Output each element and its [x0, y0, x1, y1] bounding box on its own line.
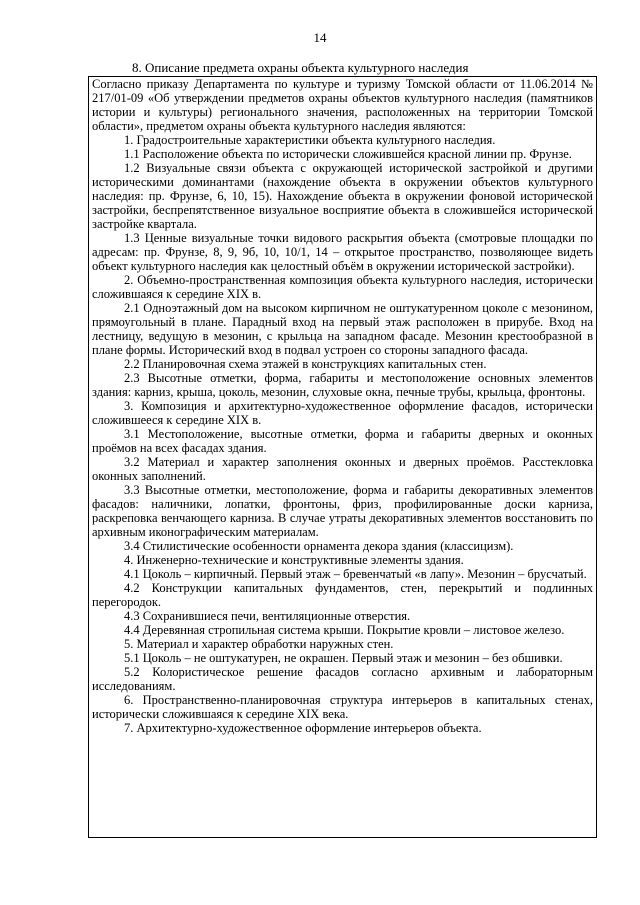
paragraph: 4.4 Деревянная стропильная система крыши. Покрытие кровли – листовое железо.	[124, 623, 565, 637]
paragraph: 5.2 Колористическое решение фасадов согласно архивным и лабораторным исследованиям.	[92, 665, 593, 693]
paragraph: 4.3 Сохранившиеся печи, вентиляционные отверстия.	[124, 609, 411, 623]
paragraph: 1.3 Ценные визуальные точки видового раскрытия объекта (смотровые площадки по адресам: пр. Фрунзе, 8, 9, 9б, 10, 10/1, 14 – открытое пространство, позволяющее видеть объект культурного наследия как целостный объём в окружении исторической застройки).	[92, 231, 593, 273]
paragraph: 2.2 Планировочная схема этажей в конструкциях капитальных стен.	[124, 357, 487, 371]
paragraph: 2.3 Высотные отметки, форма, габариты и местоположение основных элементов здания: карниз, крыша, цоколь, мезонин, слуховые окна, печные трубы, крыльца, фронтоны.	[92, 371, 593, 399]
paragraph: 3.2 Материал и характер заполнения оконных и дверных проёмов. Расстекловка оконных заполнений.	[92, 455, 593, 483]
paragraph: 1. Градостроительные характеристики объекта культурного наследия.	[124, 133, 496, 147]
paragraph: 5. Материал и характер обработки наружных стен.	[124, 637, 394, 651]
paragraph: 3.4 Стилистические особенности орнамента декора здания (классицизм).	[124, 539, 514, 553]
paragraph: 5.1 Цоколь – не оштукатурен, не окрашен. Первый этаж и мезонин – без обшивки.	[124, 651, 563, 665]
paragraph: 6. Пространственно-планировочная структура интерьеров в капитальных стенах, исторически сложившаяся к середине XIX века.	[92, 693, 593, 721]
paragraph: 3. Композиция и архитектурно-художественное оформление фасадов, исторически сложившееся к середине XIX в.	[92, 399, 593, 427]
section-title: 8. Описание предмета охраны объекта культурного наследия	[132, 60, 469, 75]
protection-subject-frame	[88, 76, 597, 838]
paragraph: 2. Объемно-пространственная композиция объекта культурного наследия, исторически сложившаяся к середине XIX в.	[92, 273, 593, 301]
paragraph: 7. Архитектурно-художественное оформление интерьеров объекта.	[124, 721, 482, 735]
page-number: 14	[313, 30, 327, 45]
paragraph: 4.1 Цоколь – кирпичный. Первый этаж – бревенчатый «в лапу». Мезонин – брусчатый.	[124, 567, 587, 581]
paragraph: 1.2 Визуальные связи объекта с окружающей исторической застройкой и другими историческими доминантами (нахождение объекта в окружении объектов культурного наследия: пр. Фрунзе, 6, 10, 15). Нахождение объекта в окружении фоновой исторической застройки, беспрепятственное визуальное восприятие объекта в сложившейся исторической застройке квартала.	[92, 161, 593, 231]
paragraph: Согласно приказу Департамента по культуре и туризму Томской области от 11.06.2014 № 217/01-09 «Об утверждении предметов охраны объектов культурного наследия (памятников истории и культуры) регионального значения, расположенных на территории Томской области», предметом охраны объекта культурного наследия являются:	[92, 77, 593, 133]
paragraph: 2.1 Одноэтажный дом на высоком кирпичном не оштукатуренном цоколе с мезонином, прямоугольный в плане. Парадный вход на первый этаж расположен в прирубе. Вход на лестницу, ведущую в мезонин, с крыльца на западном фасаде. Мезонин крестообразной в плане формы. Исторический вход в подвал устроен со стороны западного фасада.	[92, 301, 593, 357]
paragraph: 1.1 Расположение объекта по исторически сложившейся красной линии пр. Фрунзе.	[124, 147, 572, 161]
paragraph: 3.1 Местоположение, высотные отметки, форма и габариты дверных и оконных проёмов на всех фасадах здания.	[92, 427, 593, 455]
paragraph: 4. Инженерно-технические и конструктивные элементы здания.	[124, 553, 464, 567]
paragraph: 4.2 Конструкции капитальных фундаментов, стен, перекрытий и подлинных перегородок.	[92, 581, 593, 609]
paragraph: 3.3 Высотные отметки, местоположение, форма и габариты декоративных элементов фасадов: наличники, лопатки, фронтоны, фриз, профилированные доски карниза, раскреповка венчающего карниза. В случае утраты декоративных элементов восстановить по архивным иконографическим материалам.	[92, 483, 593, 539]
